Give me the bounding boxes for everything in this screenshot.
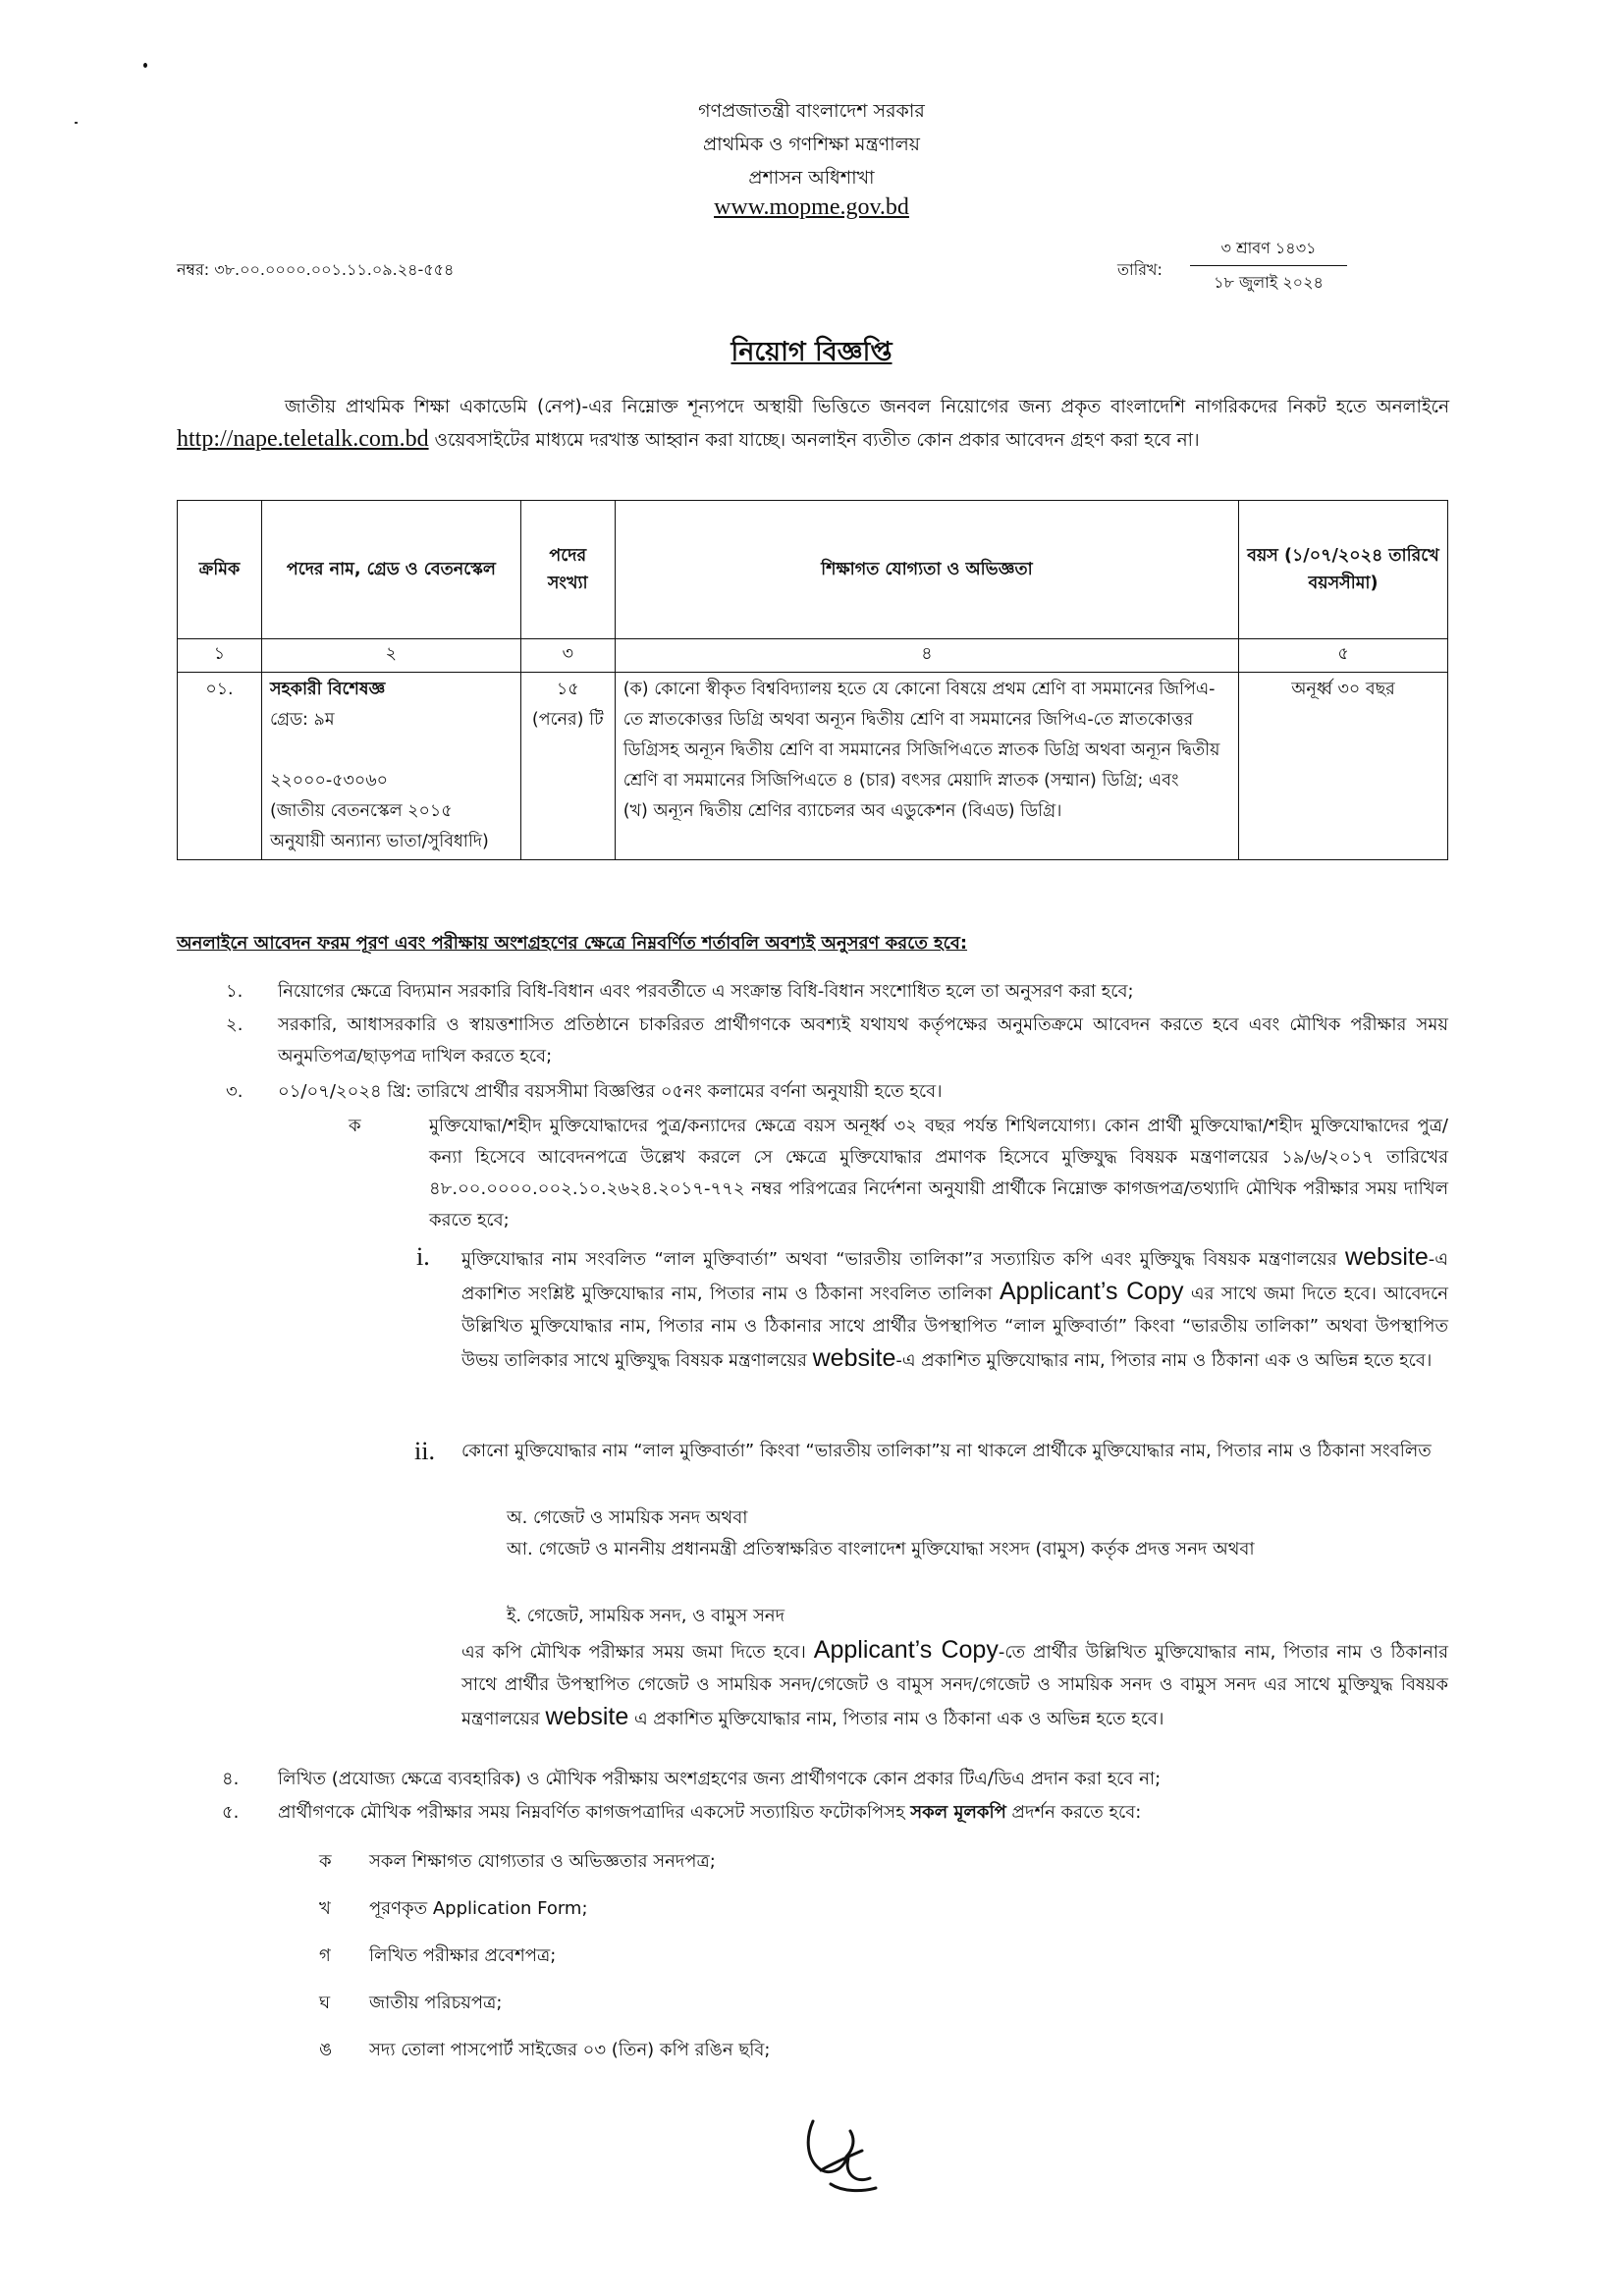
- condition-4: লিখিত (প্রযোজ্য ক্ষেত্রে ব্যবহারিক) ও মৌখিক পরীক্ষায় অংশগ্রহণের জন্য প্রার্থীগণকে কোন প্রকার টিএ/ডিএ প্রদান করা হবে না;: [278, 1769, 1162, 1789]
- doc-label: গ: [319, 1945, 331, 1966]
- condition-1: নিয়োগের ক্ষেত্রে বিদ্যমান সরকারি বিধি-বিধান এবং পরবর্তীতে এ সংক্রান্ত বিধি-বিধান সংশোধিত হলে তা অনুসরণ করা হবে;: [278, 981, 1134, 1002]
- date-block: [1190, 236, 1347, 297]
- signature-image: [791, 2102, 890, 2200]
- doc-item: লিখিত পরীক্ষার প্রবেশপত্র;: [369, 1945, 557, 1966]
- post-name: সহকারী বিশেষজ্ঞ: [269, 680, 386, 699]
- doc-label: ঙ: [319, 2040, 333, 2060]
- applicant-copy-term: Applicant’s Copy: [1000, 1278, 1184, 1305]
- govt-name: গণপ্রজাতন্ত্রী বাংলাদেশ সরকার: [698, 100, 925, 122]
- condition-number: ১.: [226, 981, 243, 1002]
- header-age: বয়স (১/০৭/২০২৪ তারিখে বয়সসীমা): [1239, 501, 1448, 639]
- condition-number: ৪.: [222, 1769, 240, 1789]
- posts-table: [177, 500, 1448, 860]
- letterhead: [0, 94, 1623, 221]
- col-number: ৩: [520, 639, 615, 673]
- qualification-b: (খ) অন্যূন দ্বিতীয় শ্রেণির ব্যাচেলর অব এডুকেশন (বিএড) ডিগ্রি।: [622, 801, 1062, 821]
- doc-label: ক: [319, 1851, 332, 1872]
- sub-label: ক: [349, 1116, 361, 1136]
- condition-3-ii-note: [461, 1634, 1448, 1735]
- condition-3: ০১/০৭/২০২৪ খ্রি: তারিখে প্রার্থীর বয়সসীমা বিজ্ঞপ্তির ০৫নং কলামের বর্ণনা অনুযায়ী হতে হবে।: [278, 1081, 943, 1102]
- pay-scale-note: (জাতীয় বেতনস্কেল ২০১৫ অনুযায়ী অন্যান্য ভাতা/সুবিধাদি): [269, 801, 489, 851]
- bold-run: সকল মূলকপি: [910, 1802, 1006, 1823]
- condition-5: [278, 1797, 1448, 1829]
- table-header-row: [178, 501, 1448, 639]
- header-qualification: শিক্ষাগত যোগ্যতা ও অভিজ্ঞতা: [615, 501, 1238, 639]
- text-run: এ প্রকাশিত মুক্তিযোদ্ধার নাম, পিতার নাম ও ঠিকানা এক ও অভিন্ন হতে হবে।: [633, 1709, 1164, 1729]
- row-count: ১৫ (পনের) টি: [520, 673, 615, 860]
- condition-3-ka: মুক্তিযোদ্ধা/শহীদ মুক্তিযোদ্ধাদের পুত্র/কন্যাদের ক্ষেত্রে বয়স অনূর্ধ্ব ৩২ বছর পর্যন্ত শিথিলযোগ্য। কোন প্রার্থী মুক্তিযোদ্ধা/শহীদ মুক্তিযোদ্ধাদের পুত্র/কন্যা হিসেবে আবেদনপত্রে উল্লেখ করলে সে ক্ষেত্রে মুক্তিযোদ্ধার প্রমাণক হিসেবে মুক্তিযুদ্ধ বিষয়ক মন্ত্রণালয়ের ১৯/৬/২০১৭ তারিখের ৪৮.০০.০০০০.০০২.১০.২৬২৪.২০১৭-৭৭২ নম্বর পরিপত্রের নির্দেশনা অনুযায়ী প্রার্থীকে নিম্নোক্ত কাগজপত্র/তথ্যাদি মৌখিক পরীক্ষার সময় দাখিল করতে হবে;: [429, 1116, 1448, 1230]
- row-age: অনূর্ধ্ব ৩০ বছর: [1239, 673, 1448, 860]
- document-option-a: অ. গেজেট ও সাময়িক সনদ অথবা: [507, 1507, 748, 1528]
- condition-number: ৫.: [222, 1802, 240, 1823]
- text-run: প্রদর্শন করতে হবে:: [1011, 1802, 1142, 1823]
- condition-number: ৩.: [226, 1081, 243, 1102]
- doc-label: ঘ: [319, 1993, 331, 2013]
- conditions-heading: অনলাইনে আবেদন ফরম পূরণ এবং পরীক্ষায় অংশগ্রহণের ক্ষেত্রে নিম্নবর্ণিত শর্তাবলি অবশ্যই অনুসরণ করতে হবে:: [177, 933, 968, 954]
- document-option-b: আ. গেজেট ও মাননীয় প্রধানমন্ত্রী প্রতিস্বাক্ষরিত বাংলাদেশ মুক্তিযোদ্ধা সংসদ (বামুস) কর্তৃক প্রদত্ত সনদ অথবা: [507, 1539, 1255, 1559]
- col-number: ৫: [1239, 639, 1448, 673]
- website-term: website: [1345, 1243, 1429, 1271]
- application-site-link[interactable]: http://nape.teletalk.com.bd: [177, 426, 429, 452]
- text-run: -তে প্রার্থীর উল্লিখিত মুক্তিযোদ্ধার নাম, পিতার নাম ও ঠিকানার সাথে প্রার্থীর উপস্থাপিত গেজেট ও সাময়িক সনদ/গেজেট ও বামুস সনদ/গেজেট ও সাময়িক সনদ ও বামুস সনদ এর সাথে মুক্তিযুদ্ধ বিষয়ক মন্ত্রণালয়ের: [461, 1642, 1448, 1729]
- doc-item: জাতীয় পরিচয়পত্র;: [369, 1993, 503, 2013]
- date-bangla: ৩ শ্রাবণ ১৪৩১: [1190, 236, 1347, 266]
- doc-label: খ: [319, 1898, 331, 1919]
- website-term: website: [812, 1344, 896, 1372]
- text-run: -এ প্রকাশিত মুক্তিযোদ্ধার নাম, পিতার নাম ও ঠিকানা এক ও অভিন্ন হতে হবে।: [895, 1350, 1433, 1371]
- text-run: -এ প্রকাশিত সংশ্লিষ্ট মুক্তিযোদ্ধার নাম, পিতার নাম ও ঠিকানা সংবলিত তালিকা: [461, 1249, 1448, 1304]
- row-serial: ০১.: [178, 673, 262, 860]
- header-count: পদের সংখ্যা: [520, 501, 615, 639]
- document-option-c: ই. গেজেট, সাময়িক সনদ, ও বামুস সনদ: [507, 1606, 785, 1626]
- doc-item: সকল শিক্ষাগত যোগ্যতার ও অভিজ্ঞতার সনদপত্র;: [369, 1851, 716, 1872]
- ministry-name: প্রাথমিক ও গণশিক্ষা মন্ত্রণালয়: [703, 134, 920, 155]
- header-serial: ক্রমিক: [178, 501, 262, 639]
- ministry-website-link[interactable]: www.mopme.gov.bd: [714, 194, 909, 220]
- pay-scale: ২২০০০-৫৩০৬০: [269, 771, 389, 791]
- intro-paragraph: [177, 391, 1449, 457]
- date-english: ১৮ জুলাই ২০২৪: [1214, 273, 1324, 292]
- roman-label: i.: [416, 1242, 430, 1271]
- post-grade: গ্রেড: ৯ম: [269, 710, 335, 730]
- memo-number: নম্বর: ৩৮.০০.০০০০.০০১.১১.০৯.২৪-৫৫৪: [177, 260, 455, 279]
- text-run: প্রার্থীগণকে মৌখিক পরীক্ষার সময় নিম্নবর্ণিত কাগজপত্রাদির একসেট সত্যায়িত ফটোকপিসহ: [278, 1802, 905, 1823]
- col-number: ৪: [615, 639, 1238, 673]
- doc-item: পূরণকৃত Application Form;: [369, 1898, 588, 1919]
- row-qualification: [615, 673, 1238, 860]
- text-run: এর কপি মৌখিক পরীক্ষার সময় জমা দিতে হবে।: [461, 1642, 806, 1663]
- applicant-copy-term: Applicant’s Copy: [813, 1636, 999, 1664]
- condition-2: সরকারি, আধাসরকারি ও স্বায়ত্তশাসিত প্রতিষ্ঠানে চাকরিরত প্রার্থীগণকে অবশ্যই যথাযথ কর্তৃপক্ষের অনুমতিক্রমে আবেদন করতে হবে এবং মৌখিক পরীক্ষার সময় অনুমতিপত্র/ছাড়পত্র দাখিল করতে হবে;: [278, 1014, 1448, 1066]
- condition-3-i: [461, 1241, 1448, 1377]
- text-run: মুক্তিযোদ্ধার নাম সংবলিত “লাল মুক্তিবার্তা” অথবা “ভারতীয় তালিকা”র সত্যায়িত কপি এবং মুক্তিযুদ্ধ বিষয়ক মন্ত্রণালয়ের: [461, 1249, 1337, 1270]
- column-number-row: [178, 639, 1448, 673]
- condition-number: ২.: [226, 1014, 243, 1035]
- roman-label: ii.: [414, 1437, 435, 1465]
- page-title: নিয়োগ বিজ্ঞপ্তি: [730, 337, 893, 367]
- date-label: তারিখ:: [1117, 260, 1163, 279]
- condition-3-ii: কোনো মুক্তিযোদ্ধার নাম “লাল মুক্তিবার্তা” কিংবা “ভারতীয় তালিকা”য় না থাকলে প্রার্থীকে মুক্তিযোদ্ধার নাম, পিতার নাম ও ঠিকানা সংবলিত: [461, 1441, 1432, 1461]
- row-post: [261, 673, 520, 860]
- doc-item: সদ্য তোলা পাসপোর্ট সাইজের ০৩ (তিন) কপি রঙিন ছবি;: [369, 2040, 771, 2060]
- branch-name: প্রশাসন অধিশাখা: [748, 167, 875, 189]
- text-run: এর সাথে জমা দিতে হবে। আবেদনে উল্লিখিত মুক্তিযোদ্ধার নাম, পিতার নাম ও ঠিকানার সাথে প্রার্থীর উপস্থাপিত “লাল মুক্তিবার্তা” কিংবা “ভারতীয় তালিকা” অথবা উপস্থাপিত উভয় তালিকার সাথে মুক্তিযুদ্ধ বিষয়ক মন্ত্রণালয়ের: [461, 1284, 1448, 1371]
- table-row: [178, 673, 1448, 860]
- website-term: website: [545, 1703, 629, 1730]
- qualification-a: (ক) কোনো স্বীকৃত বিশ্ববিদ্যালয় হতে যে কোনো বিষয়ে প্রথম শ্রেণি বা সমমানের জিপিএ-তে স্নাতকোত্তর ডিগ্রি অথবা অন্যূন দ্বিতীয় শ্রেণি বা সমমানের জিপিএ-তে স্নাতকোত্তর ডিগ্রিসহ অন্যূন দ্বিতীয় শ্রেণি বা সমমানের সিজিপিএতে স্নাতক ডিগ্রি অথবা অন্যূন দ্বিতীয় শ্রেণি বা সমমানের সিজিপিএতে ৪ (চার) বৎসর মেয়াদি স্নাতক (সম্মান) ডিগ্রি; এবং: [622, 680, 1220, 791]
- col-number: ১: [178, 639, 262, 673]
- scan-speck: [143, 63, 147, 68]
- intro-text-2: ওয়েবসাইটের মাধ্যমে দরখাস্ত আহ্বান করা যাচ্ছে। অনলাইন ব্যতীত কোন প্রকার আবেদন গ্রহণ করা হবে না।: [434, 430, 1200, 451]
- intro-text-1: জাতীয় প্রাথমিক শিক্ষা একাডেমি (নেপ)-এর নিম্নোক্ত শূন্যপদে অস্থায়ী ভিত্তিতে জনবল নিয়োগের জন্য প্রকৃত বাংলাদেশি নাগরিকদের নিকট হতে অনলাইনে: [285, 397, 1449, 417]
- header-post: পদের নাম, গ্রেড ও বেতনস্কেল: [261, 501, 520, 639]
- col-number: ২: [261, 639, 520, 673]
